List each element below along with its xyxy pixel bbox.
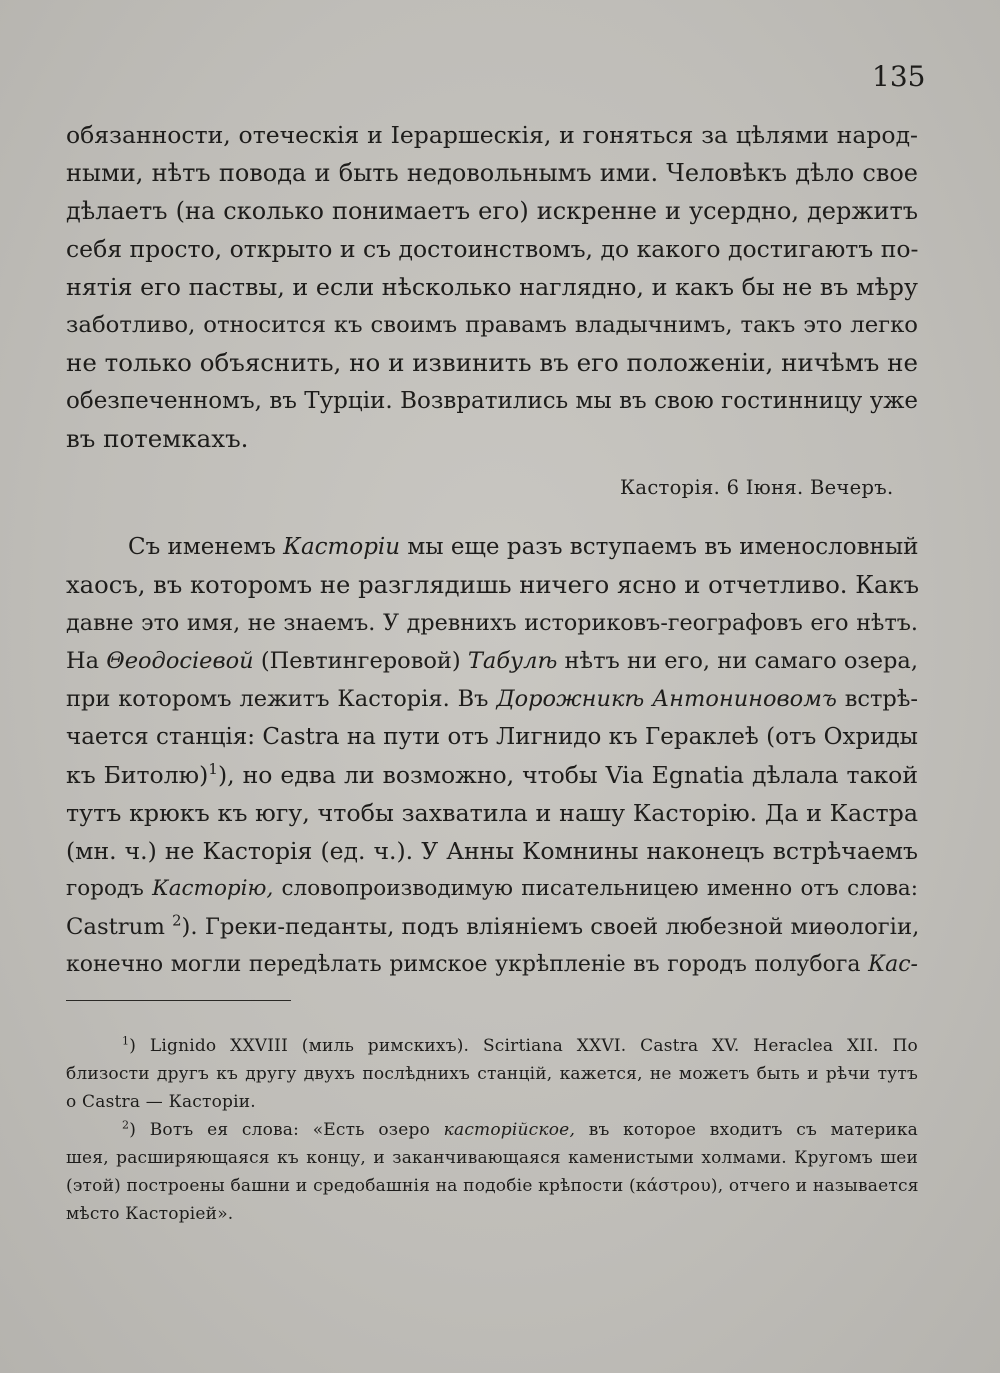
text-line: не только объяснить, но и извинить въ его положеніи, ничѣмъ не <box>66 348 918 377</box>
text-span: встрѣ- <box>844 686 918 712</box>
italic-text: Касторію, <box>152 876 274 901</box>
footnote-2-line: шея, расширяющаяся къ концу, и заканчивающаяся каменистыми холмами. Кругомъ шеи <box>66 1148 918 1168</box>
text-span: ) Вотъ ея слова: «Есть озеро <box>129 1120 430 1140</box>
text-span: ). Греки-педанты, подъ вліяніемъ своей любезной миѳологіи, <box>181 914 920 940</box>
text-line <box>128 528 918 566</box>
italic-text: Дорожникѣ Антониновомъ <box>496 686 837 712</box>
text-line <box>66 756 918 794</box>
text-line: тутъ крюкъ къ югу, чтобы захватила и нашу Касторію. Да и Кастра <box>66 799 918 827</box>
footnote-2-line: мѣсто Касторіей». <box>66 1204 234 1224</box>
text-line: заботливо, относится къ своимъ правамъ владычнимъ, такъ это легко <box>66 312 918 338</box>
footnote-1-line: о Castra — Касторіи. <box>66 1092 256 1112</box>
text-line <box>66 642 918 680</box>
text-span: ), но едва ли возможно, чтобы Via Egnatia дѣлала такой <box>217 761 918 789</box>
text-line: обязанности, отеческія и Іераршескія, и гоняться за цѣлями народ- <box>66 121 918 149</box>
text-line: ными, нѣтъ повода и быть недовольнымъ ими. Человѣкъ дѣло свое <box>66 159 918 187</box>
text-span: Castrum <box>66 914 165 940</box>
italic-text: касторійское, <box>443 1120 576 1140</box>
text-line: (мн. ч.) не Касторія (ед. ч.). У Анны Комнины наконецъ встрѣчаемъ <box>66 837 918 865</box>
footnote-mark: 1 <box>122 1034 130 1048</box>
text-line: себя просто, открыто и съ достоинствомъ, до какого достигаютъ по- <box>66 235 919 263</box>
text-line: нятія его паствы, и если нѣсколько наглядно, и какъ бы не въ мѣру <box>66 273 918 301</box>
text-line: хаосъ, въ которомъ не разглядишь ничего ясно и отчетливо. Какъ <box>66 570 920 599</box>
text-span: городъ <box>66 876 144 901</box>
text-span: нѣтъ ни его, ни самаго озера, <box>564 648 918 674</box>
text-span: ) Lignido XXVIII (миль римскихъ). Scirtiana XXVI. Castra XV. Heraclea XII. По <box>129 1036 918 1056</box>
footnote-2-line <box>122 1118 918 1142</box>
dateline: Касторія. 6 Іюня. Вечеръ. <box>620 476 894 499</box>
text-line: чается станція: Castra на пути отъ Лигнидо къ Гераклеѣ (отъ Охриды <box>66 724 918 750</box>
text-span: Съ именемъ <box>128 534 276 560</box>
text-span: На <box>66 648 100 674</box>
page-number: 135 <box>872 60 926 93</box>
text-line <box>66 870 918 908</box>
text-line: въ потемкахъ. <box>66 424 249 453</box>
footnote-mark: 2 <box>122 1118 130 1132</box>
footnote-ref-1[interactable]: 1 <box>208 760 218 779</box>
text-span: при которомъ лежитъ Касторія. Въ <box>66 686 489 712</box>
text-span: къ Битолю) <box>66 761 209 789</box>
italic-text: Кас- <box>868 952 918 977</box>
text-line <box>66 680 918 718</box>
text-line: обезпеченномъ, въ Турціи. Возвратились мы въ свою гостинницу уже <box>66 388 918 414</box>
footnote-1-line <box>122 1034 918 1058</box>
text-line <box>66 946 918 984</box>
text-span: (Певтингеровой) <box>260 648 461 674</box>
footnote-ref-2[interactable]: 2 <box>172 912 182 930</box>
text-span: словопроизводимую писательницею именно отъ слова: <box>281 876 918 901</box>
footnote-2-line: (этой) построены башни и средобашнія на подобіе крѣпости (κάστρου), отчего и называется <box>66 1176 919 1196</box>
text-line: давне это имя, не знаемъ. У древнихъ историковъ-географовъ его нѣтъ. <box>66 610 918 636</box>
text-line <box>66 908 918 946</box>
italic-text: Θеодосіевой <box>106 648 254 674</box>
italic-text: Табулѣ <box>467 648 558 674</box>
footnote-1-line: близости другъ къ другу двухъ послѣднихъ станцій, кажется, не можетъ быть и рѣчи тутъ <box>66 1064 918 1084</box>
text-line: дѣлаетъ (на сколько понимаетъ его) искренне и усердно, держитъ <box>66 197 918 225</box>
text-span: конечно могли передѣлать римское укрѣпленіе въ городъ полубога <box>66 952 861 977</box>
footnote-divider <box>66 1000 291 1001</box>
text-span: мы еще разъ вступаемъ въ именословный <box>407 534 919 560</box>
italic-text: Касторіи <box>283 534 401 560</box>
text-span: въ которое входитъ съ материка <box>588 1120 919 1140</box>
